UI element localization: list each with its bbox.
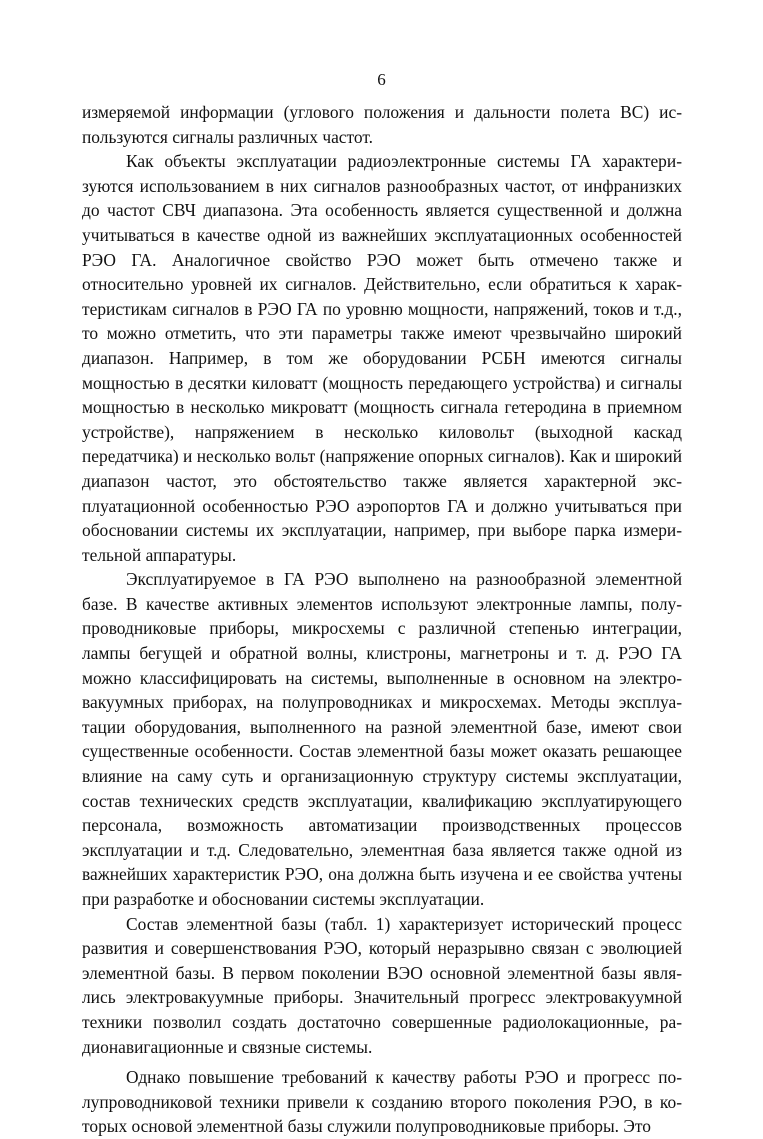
paragraph-continuation: измеряемой информации (углового положения и дальности полета ВС) используются сигналы различных частот. — [82, 102, 682, 147]
page-number: 6 — [377, 70, 386, 89]
paragraph-signals-frequencies: Как объекты эксплуатации радиоэлектронные системы ГА характеризуются использованием в них сигналов разнообразных частот, от инфранизких до частот СВЧ диапазона. Эта особенность является существенной и должна учитываться в качестве одной из важнейших эксплуатационных особенностей РЭО ГА. Аналогичное свойство РЭО может быть отмечено также и относительно уровней их сигналов. Действительно, если обратиться к характеристикам сигналов в РЭО ГА по уровню мощности, напряжений, токов и т.д., то можно отметить, что эти параметры также имеют чрезвычайно широкий диапазон. Например, в том же оборудовании РСБН имеются сигналы мощностью в десятки киловатт (мощность передающего устройства) и сигналы мощностью в несколько микроватт (мощность сигнала гетеродина в приемном устройстве), напряжением в несколько киловольт (выходной каскад передатчика) и несколько вольт (напряжение опорных сигналов). Как и широкий диапазон частот, это обстоятельство также является характерной эксплуатационной особенностью РЭО аэропортов ГА и должно учитываться при обосновании системы их эксплуатации, например, при выборе парка измерительной аппаратуры. — [82, 151, 682, 565]
paragraph-second-generation: Однако повышение требований к качеству работы РЭО и прогресс полупроводниковой техники привели к созданию второго поколения РЭО, в которых основой элементной базы служили полупроводниковые приборы. Это — [82, 1067, 682, 1137]
paragraph-element-base: Эксплуатируемое в ГА РЭО выполнено на разнообразной элементной базе. В качестве активных элементов используют электронные лампы, полупроводниковые приборы, микросхемы с различной степенью интеграции, лампы бегущей и обратной волны, клистроны, магнетроны и т. д. РЭО ГА можно классифицировать на системы, выполненные в основном на электровакуумных приборах, на полупроводниках и микросхемах. Методы эксплуатации оборудования, выполненного на разной элементной базе, имеют свои существенные особенности. Состав элементной базы может оказать решающее влияние на саму суть и организационную структуру системы эксплуатации, состав технических средств эксплуатации, квалификацию эксплуатирующего персонала, возможность автоматизации производственных процессов эксплуатации и т.д. Следовательно, элементная база является также одной из важнейших характеристик РЭО, она должна быть изучена и ее свойства учтены при разработке и обосновании системы эксплуатации. — [82, 569, 682, 909]
body-text — [82, 100, 682, 1139]
paragraph-element-composition: Состав элементной базы (табл. 1) характеризует исторический процесс развития и совершенствования РЭО, который неразрывно связан с эволюцией элементной базы. В первом поколении ВЭО основной элементной базы являлись электровакуумные приборы. Значительный прогресс электровакуумной техники позволил создать достаточно совершенные радиолокационные, радионавигационные и связные системы. — [82, 913, 682, 1057]
